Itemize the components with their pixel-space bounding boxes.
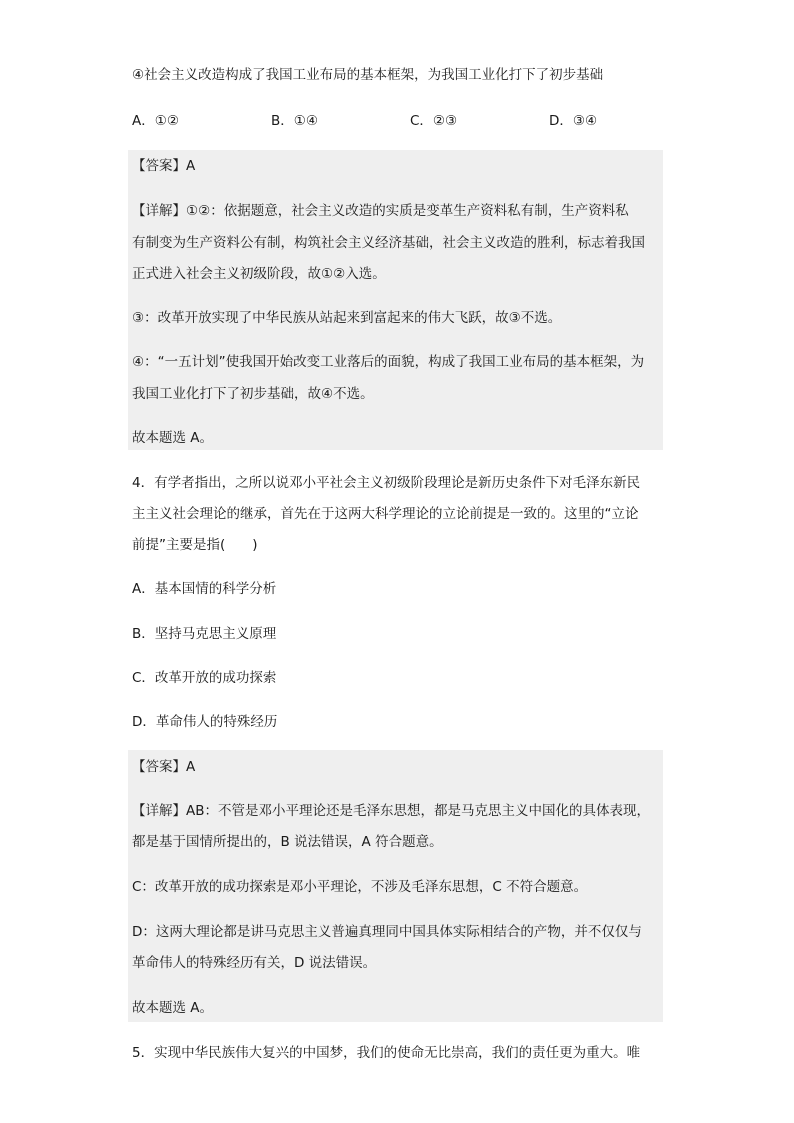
q3-option-c: C．②③ (410, 113, 458, 129)
q3-option-b: B．①④ (271, 113, 318, 129)
q3-explain-line: 我国工业化打下了初步基础，故④不选。 (132, 386, 374, 402)
q4-option-b: B．坚持马克思主义原理 (132, 626, 277, 642)
q4-conclusion: 故本题选 A。 (132, 1000, 214, 1016)
q3-explain-line: 【详解】①②：依据题意，社会主义改造的实质是变革生产资料私有制，生产资料私 (132, 203, 629, 219)
q4-explain-line: 【详解】AB：不管是邓小平理论还是毛泽东思想，都是马克思主义中国化的具体表现， (132, 803, 650, 819)
q3-statement-4: ④社会主义改造构成了我国工业布局的基本框架，为我国工业化打下了初步基础 (132, 67, 604, 83)
q3-conclusion: 故本题选 A。 (132, 430, 214, 446)
q3-explain-line: 有制变为生产资料公有制，构筑社会主义经济基础，社会主义改造的胜利，标志着我国 (132, 235, 645, 251)
q4-stem-line: 4．有学者指出，之所以说邓小平社会主义初级阶段理论是新历史条件下对毛泽东新民 (132, 475, 641, 491)
q4-explain-line: 革命伟人的特殊经历有关，D 说法错误。 (132, 955, 377, 971)
q3-option-a: A．①② (132, 113, 179, 129)
q4-option-a: A．基本国情的科学分析 (132, 581, 277, 597)
q4-explain-line: 都是基于国情所提出的，B 说法错误，A 符合题意。 (132, 834, 443, 850)
q4-option-d: D．革命伟人的特殊经历 (132, 714, 278, 730)
q5-stem-line: 5．实现中华民族伟大复兴的中国梦，我们的使命无比崇高，我们的责任更为重大。唯 (132, 1045, 641, 1061)
answer-block-q3 (128, 150, 663, 450)
q3-option-d: D．③④ (549, 113, 598, 129)
q4-explain-line: D：这两大理论都是讲马克思主义普遍真理同中国具体实际相结合的产物，并不仅仅与 (132, 924, 642, 940)
q4-option-c: C．改革开放的成功探索 (132, 670, 277, 686)
q4-stem-line: 前提”主要是指( ) (132, 537, 258, 553)
q4-stem-line: 主主义社会理论的继承，首先在于这两大科学理论的立论前提是一致的。这里的“立论 (132, 506, 639, 522)
q4-answer: 【答案】A (132, 759, 196, 775)
q3-explain-line: ④：“一五计划”使我国开始改变工业落后的面貌，构成了我国工业布局的基本框架，为 (132, 354, 645, 370)
q4-explain-line: C：改革开放的成功探索是邓小平理论，不涉及毛泽东思想，C 不符合题意。 (132, 879, 588, 895)
q3-explain-line: 正式进入社会主义初级阶段，故①②入选。 (132, 266, 386, 282)
q3-answer: 【答案】A (132, 158, 196, 174)
q3-explain-line: ③：改革开放实现了中华民族从站起来到富起来的伟大飞跃，故③不选。 (132, 310, 562, 326)
